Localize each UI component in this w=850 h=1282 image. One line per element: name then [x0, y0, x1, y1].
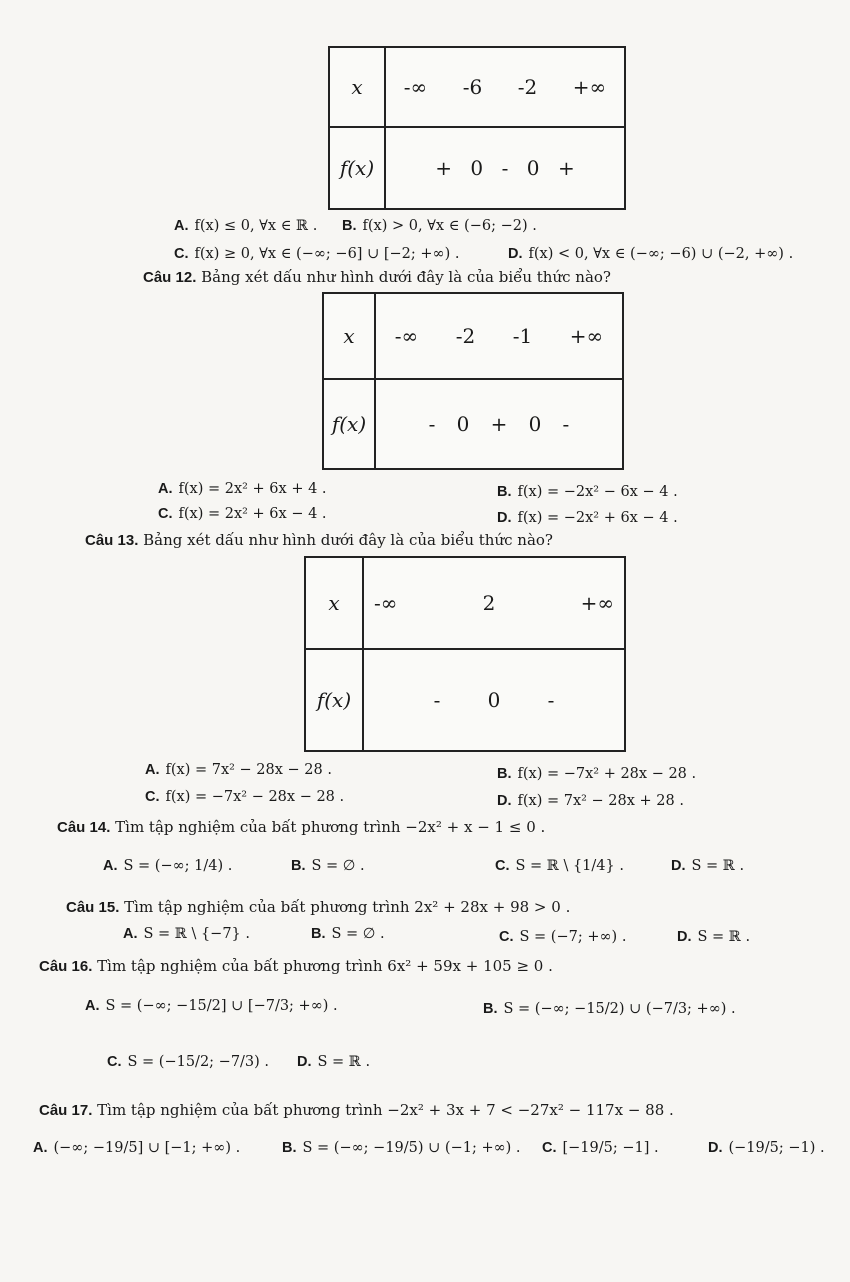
x-value: -∞	[403, 75, 428, 99]
q14-option-a[interactable]: A. S = (−∞; 1/4) .	[103, 858, 233, 874]
q13-option-b[interactable]: B. f(x) = −7x² + 28x − 28 .	[497, 766, 697, 782]
question-14: Câu 14. Tìm tập nghiệm của bất phương trình −2x² + x − 1 ≤ 0 .	[57, 818, 546, 836]
sign-value: +	[557, 156, 575, 180]
sign-value: +	[435, 156, 452, 180]
x-value: -∞	[374, 591, 398, 615]
q11-option-d[interactable]: D. f(x) < 0, ∀x ∈ (−∞; −6) ∪ (−2, +∞) .	[508, 246, 794, 262]
q14-option-d[interactable]: D. S = ℝ .	[671, 858, 745, 874]
q11-option-b[interactable]: B. f(x) > 0, ∀x ∈ (−6; −2) .	[342, 218, 537, 234]
q12-option-d[interactable]: D. f(x) = −2x² + 6x − 4 .	[497, 510, 678, 526]
sign-value: 0	[470, 156, 484, 180]
table-x-header: x	[305, 557, 363, 649]
sign-value: +	[490, 412, 508, 436]
q14-option-c[interactable]: C. S = ℝ \ {1/4} .	[495, 858, 624, 874]
x-value: -2	[455, 324, 476, 348]
q16-option-a[interactable]: A. S = (−∞; −15/2] ∪ [−7/3; +∞) .	[85, 998, 338, 1014]
q13-option-a[interactable]: A. f(x) = 7x² − 28x − 28 .	[145, 762, 332, 778]
table-x-values	[363, 557, 625, 649]
q17-option-b[interactable]: B. S = (−∞; −19/5) ∪ (−1; +∞) .	[282, 1140, 521, 1156]
sign-value: -	[428, 412, 436, 436]
sign-table-q13	[304, 556, 626, 752]
q13-option-c[interactable]: C. f(x) = −7x² − 28x − 28 .	[145, 789, 345, 805]
table-x-values	[375, 293, 623, 379]
q15-option-b[interactable]: B. S = ∅ .	[311, 926, 385, 942]
q17-option-c[interactable]: C. [−19/5; −1] .	[542, 1140, 659, 1156]
sign-value: 0	[528, 412, 542, 436]
question-12: Câu 12. Bảng xét dấu như hình dưới đây là của biểu thức nào?	[143, 268, 611, 286]
q11-option-a[interactable]: A. f(x) ≤ 0, ∀x ∈ ℝ .	[174, 218, 318, 234]
table-sign-row	[385, 127, 625, 209]
table-f-header: f(x)	[305, 649, 363, 751]
table-sign-row	[363, 649, 625, 751]
q15-option-a[interactable]: A. S = ℝ \ {−7} .	[123, 926, 250, 942]
q16-option-d[interactable]: D. S = ℝ .	[297, 1054, 371, 1070]
question-16: Câu 16. Tìm tập nghiệm của bất phương trình 6x² + 59x + 105 ≥ 0 .	[39, 957, 553, 975]
sign-value: -	[562, 412, 570, 436]
table-x-values	[385, 47, 625, 127]
table-sign-row	[375, 379, 623, 469]
q11-option-c[interactable]: C. f(x) ≥ 0, ∀x ∈ (−∞; −6] ∪ [−2; +∞) .	[174, 246, 460, 262]
x-value: +∞	[569, 324, 604, 348]
sign-value: 0	[456, 412, 470, 436]
table-x-header: x	[323, 293, 375, 379]
sign-value: 0	[487, 688, 501, 712]
sign-value: -	[433, 688, 441, 712]
sign-value: -	[547, 688, 555, 712]
x-value: -2	[517, 75, 538, 99]
sign-table-q11	[328, 46, 626, 210]
q12-option-a[interactable]: A. f(x) = 2x² + 6x + 4 .	[158, 481, 327, 497]
q12-option-b[interactable]: B. f(x) = −2x² − 6x − 4 .	[497, 484, 678, 500]
q17-option-a[interactable]: A. (−∞; −19/5] ∪ [−1; +∞) .	[33, 1140, 241, 1156]
q14-option-b[interactable]: B. S = ∅ .	[291, 858, 365, 874]
x-value: -∞	[394, 324, 419, 348]
x-value: -6	[462, 75, 483, 99]
sign-value: -	[501, 156, 509, 180]
q15-option-d[interactable]: D. S = ℝ .	[677, 929, 751, 945]
table-x-header: x	[329, 47, 385, 127]
sign-table-q12	[322, 292, 624, 470]
table-f-header: f(x)	[329, 127, 385, 209]
q13-option-d[interactable]: D. f(x) = 7x² − 28x + 28 .	[497, 793, 684, 809]
sign-value: 0	[526, 156, 540, 180]
question-13: Câu 13. Bảng xét dấu như hình dưới đây là của biểu thức nào?	[85, 531, 553, 549]
q12-option-c[interactable]: C. f(x) = 2x² + 6x − 4 .	[158, 506, 327, 522]
x-value: 2	[482, 591, 496, 615]
question-15: Câu 15. Tìm tập nghiệm của bất phương trình 2x² + 28x + 98 > 0 .	[66, 898, 571, 916]
question-17: Câu 17. Tìm tập nghiệm của bất phương trình −2x² + 3x + 7 < −27x² − 117x − 88 .	[39, 1101, 674, 1119]
q16-option-c[interactable]: C. S = (−15/2; −7/3) .	[107, 1054, 270, 1070]
q15-option-c[interactable]: C. S = (−7; +∞) .	[499, 929, 627, 945]
x-value: -1	[512, 324, 533, 348]
x-value: +∞	[580, 591, 614, 615]
table-f-header: f(x)	[323, 379, 375, 469]
q16-option-b[interactable]: B. S = (−∞; −15/2) ∪ (−7/3; +∞) .	[483, 1001, 736, 1017]
q17-option-d[interactable]: D. (−19/5; −1) .	[708, 1140, 825, 1156]
x-value: +∞	[572, 75, 607, 99]
